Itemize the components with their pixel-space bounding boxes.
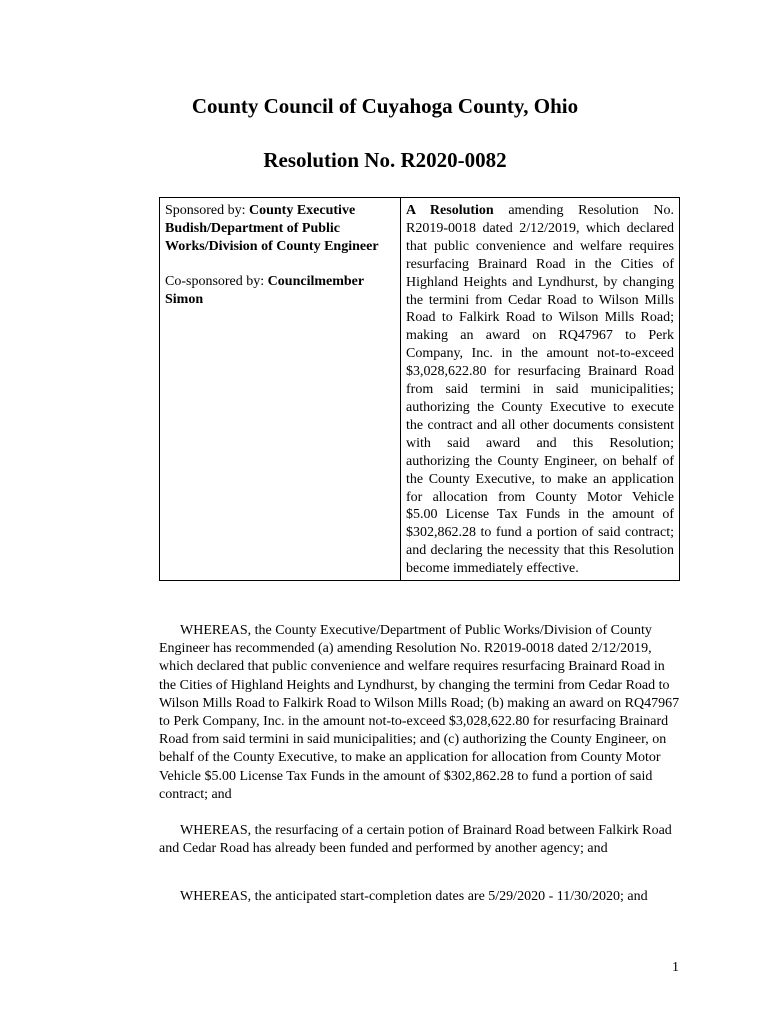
summary-lead: A Resolution	[406, 203, 494, 218]
whereas-1-text: WHEREAS, the County Executive/Department of Public Works/Division of County Engineer has recommended (a) amending Resolution No. R2019-0018 dated 2/12/2019, which declared that public convenience and welfare requires resurfacing Brainard Road in the Cities of Highland Heights and Lyndhurst, by changing the termini from Cedar Road to Wilson Mills Road to Falkirk Road to Wilson Mills Road; (b) making an award on RQ47967 to Perk Company, Inc. in the amount not-to-exceed $3,028,622.80 for resurfacing Brainard Road from said termini in said municipalities; and (c) authorizing the County Engineer, on behalf of the County Executive, to make an application for allocation from County Motor Vehicle $5.00 License Tax Funds in the amount of $302,862.28 to fund a portion of said contract; and	[159, 623, 680, 802]
cosponsored-by-name: Councilmember Simon	[165, 273, 364, 307]
sponsored-by	[165, 202, 395, 256]
county-council-title: County Council of Cuyahoga County, Ohio	[191, 94, 579, 118]
whereas-paragraph-2	[159, 822, 683, 858]
cosponsored-by	[165, 273, 395, 309]
sponsor-cell	[160, 198, 401, 581]
resolution-summary-cell	[401, 198, 680, 581]
cosponsored-by-label: Co-sponsored by:	[165, 273, 265, 289]
sponsored-by-name: County Executive Budish/Department of Public Works/Division of County Engineer	[165, 203, 379, 254]
whereas-2-text: WHEREAS, the resurfacing of a certain potion of Brainard Road between Falkirk Road and Cedar Road has already been funded and performed by another agency; and	[159, 823, 672, 857]
whereas-paragraph-3	[159, 888, 683, 906]
sponsored-by-label: Sponsored by:	[165, 203, 246, 218]
summary-text: amending Resolution No. R2019-0018 dated 2/12/2019, which declared that public convenience and welfare requires resurfacing Brainard Road in the Cities of Highland Heights and Lyndhurst, by changing the termini from Cedar Road to Wilson Mills Road to Falkirk Road to Wilson Mills Road; making an award on RQ47967 to Perk Company, Inc. in the amount not-to-exceed $3,028,622.80 for resurfacing Brainard Road from said termini in said municipalities; authorizing the County Executive to execute the contract and all other documents consistent with said award and this Resolution; authorizing the County Engineer, on behalf of the County Executive, to make an application for allocation from County Motor Vehicle $5.00 License Tax Funds in the amount of $302,862.28 to fund a portion of said contract; and declaring the necessity that this Resolution become immediately effective.	[406, 203, 674, 577]
resolution-info-table	[159, 197, 680, 581]
whereas-3-text: WHEREAS, the anticipated start-completion dates are 5/29/2020 - 11/30/2020; and	[180, 889, 648, 904]
resolution-number: Resolution No. R2020-0082	[263, 148, 507, 172]
page-number: 1	[672, 960, 679, 975]
whereas-paragraph-1	[159, 622, 683, 804]
